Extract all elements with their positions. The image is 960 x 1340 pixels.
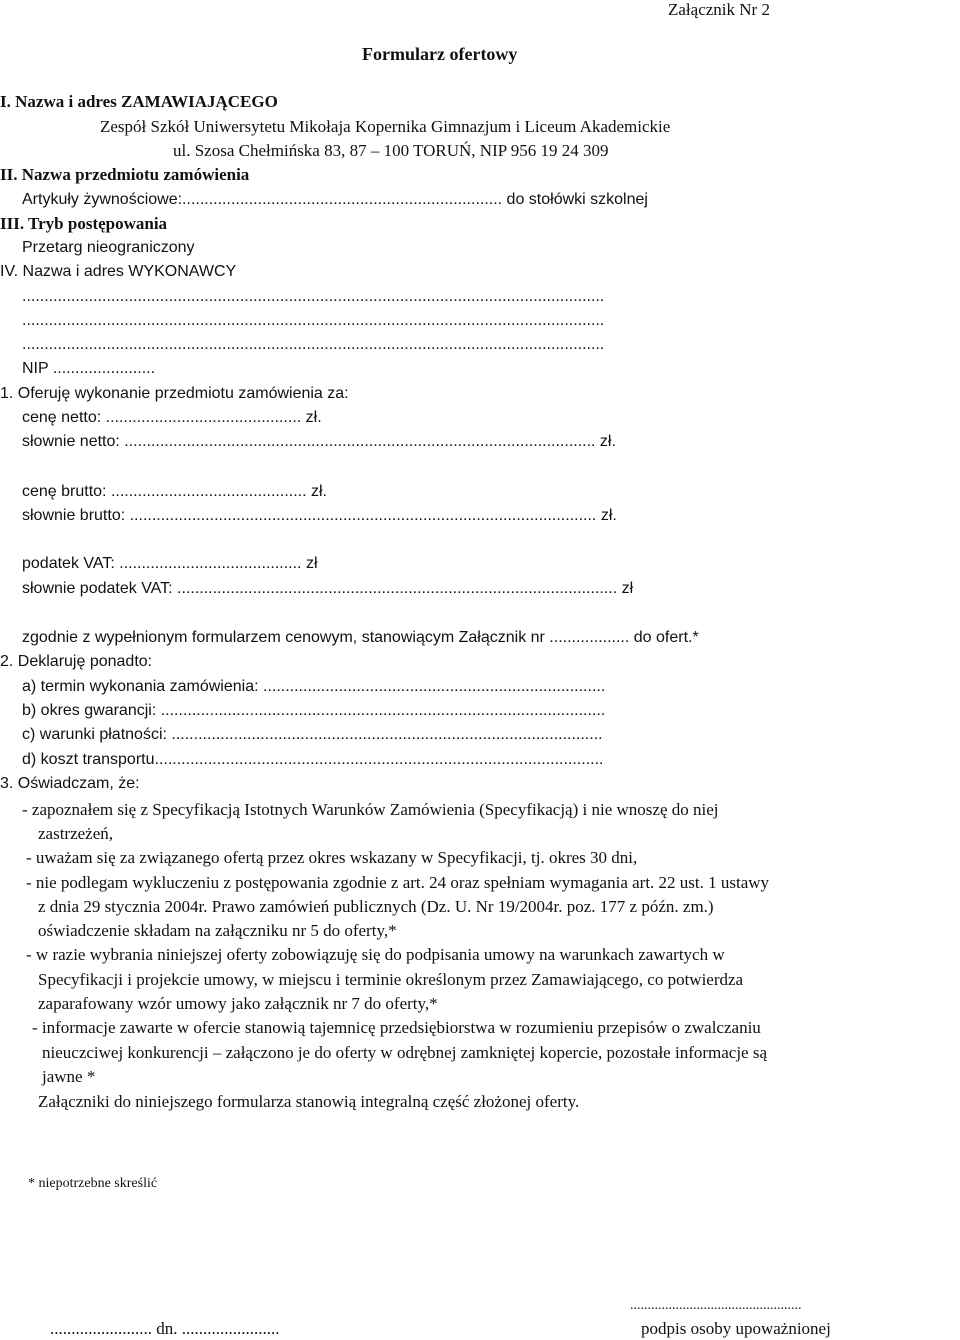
declare-a: a) termin wykonania zamówienia: ............................................................................. [22, 678, 606, 695]
statement-4c: zaparafowany wzór umowy jako załącznik nr 7 do oferty,* [38, 994, 438, 1013]
signature-dots: ................................................. [630, 1298, 802, 1313]
statement-5a: - informacje zawarte w ofercie stanowią tajemnicę przedsiębiorstwa w rozumieniu przepisów o zwalczaniu [32, 1018, 761, 1037]
declare-d: d) koszt transportu..................................................................................................... [22, 751, 604, 768]
according-note: zgodnie z wypełnionym formularzem cenowym, stanowiącym Załącznik nr .................. do ofert.* [22, 629, 699, 646]
contractor-dots-3: ................................................................................................................................... [22, 336, 605, 353]
gross-price: cenę brutto: ............................................ zł. [22, 483, 327, 500]
statement-1a: - zapoznałem się z Specyfikacją Istotnych Warunków Zamówienia (Specyfikacją) i nie wnoszę do niej [22, 800, 719, 819]
attachments-note: Załączniki do niniejszego formularza stanowią integralną część złożonej oferty. [38, 1092, 580, 1111]
gross-price-words: słownie brutto: ......................................................................................................... zł. [22, 507, 617, 524]
footnote: * niepotrzebne skreślić [28, 1176, 158, 1191]
net-price-words: słownie netto: .......................................................................................................... zł. [22, 433, 616, 450]
contractor-dots-1: ................................................................................................................................... [22, 288, 605, 305]
section-3-heading: III. Tryb postępowania [0, 214, 168, 233]
statement-2: - uważam się za związanego ofertą przez okres wskazany w Specyfikacji, tj. okres 30 dni, [26, 848, 638, 867]
statement-4b: Specyfikacji i projekcie umowy, w miejscu i terminie określonym przez Zamawiającego, co potwierdza [38, 970, 744, 989]
statement-1b: zastrzeżeń, [38, 824, 114, 843]
offer-heading: 1. Oferuję wykonanie przedmiotu zamówienia za: [0, 385, 349, 402]
buyer-address: ul. Szosa Chełmińska 83, 87 – 100 TORUŃ, NIP 956 19 24 309 [173, 141, 609, 160]
statement-3a: - nie podlegam wykluczeniu z postępowania zgodnie z art. 24 oraz spełniam wymagania art. 22 ust. 1 ustawy [26, 873, 770, 892]
form-title: Formularz ofertowy [362, 44, 518, 64]
contractor-nip: NIP ....................... [22, 360, 156, 377]
declare-c: c) warunki płatności: ................................................................................................. [22, 726, 603, 743]
contractor-dots-2: ................................................................................................................................... [22, 312, 605, 329]
procedure-line: Przetarg nieograniczony [22, 239, 195, 256]
statement-heading: 3. Oświadczam, że: [0, 775, 140, 792]
signature-label: podpis osoby upoważnionej [641, 1319, 831, 1338]
statement-3b: z dnia 29 stycznia 2004r. Prawo zamówień publicznych (Dz. U. Nr 19/2004r. poz. 177 z późn. zm.) [38, 897, 714, 916]
vat: podatek VAT: ......................................... zł [22, 555, 318, 572]
statement-3c: oświadczenie składam na załączniku nr 5 do oferty,* [38, 921, 397, 940]
statement-4a: - w razie wybrania niniejszej oferty zobowiązuję się do podpisania umowy na warunkach zawartych w [26, 945, 725, 964]
statement-5c: jawne * [42, 1067, 96, 1086]
attachment-label: Załącznik Nr 2 [668, 0, 770, 19]
net-price: cenę netto: ............................................ zł. [22, 409, 322, 426]
place-date: ........................ dn. ....................... [50, 1319, 280, 1338]
declare-heading: 2. Deklaruję ponadto: [0, 653, 153, 670]
section-4-heading: IV. Nazwa i adres WYKONAWCY [0, 263, 237, 280]
subject-line: Artykuły żywnościowe:........................................................................ do stołówki szkolnej [22, 191, 648, 208]
vat-words: słownie podatek VAT: ................................................................................................... zł [22, 580, 634, 597]
section-1-heading: I. Nazwa i adres ZAMAWIAJĄCEGO [0, 92, 278, 111]
statement-5b: nieuczciwej konkurencji – załączono je do oferty w odrębnej zamkniętej kopercie, pozostałe informacje są [42, 1043, 768, 1062]
section-2-heading: II. Nazwa przedmiotu zamówienia [0, 165, 250, 184]
buyer-name: Zespół Szkół Uniwersytetu Mikołaja Kopernika Gimnazjum i Liceum Akademickie [100, 117, 671, 136]
declare-b: b) okres gwarancji: .................................................................................................... [22, 702, 606, 719]
